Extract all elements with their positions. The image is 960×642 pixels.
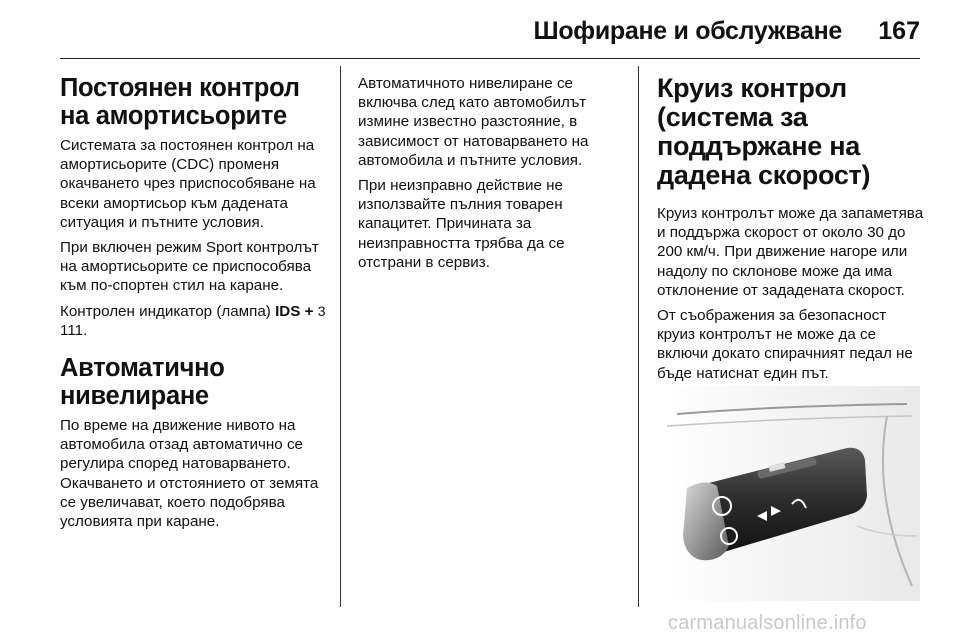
page-ref-number[interactable]: 111. — [60, 321, 88, 339]
paragraph-auto-leveling: По време на движение нивото на автомобила отзад автоматично се регулира според натоварването. Окачването и отстоянието от земята се увеличават, което подобрява условията при каране. — [60, 417, 319, 531]
page-header — [0, 0, 960, 60]
paragraph-cruise-safety: От съображения за безопасност круиз контролът не може да се включи докато спирачният педал не бъде натиснат един път. — [657, 307, 913, 382]
paragraph-cruise-speed: Круиз контролът може да запаметява и поддържа скорост от около 30 до 200 км/ч. При движение нагоре или надолу по склонове може да има отклонение от зададената скорост. — [657, 205, 924, 299]
paragraph-leveling-malfunction: При неизправно действие не използвайте пълния товарен капацитет. Причината за неизправността трябва да се отстрани в сервиз. — [358, 177, 565, 271]
running-head-title: Шофиране и обслужване — [533, 17, 842, 45]
column-3 — [657, 74, 925, 389]
section-title-damping-control: Постоянен контрол на амортисьорите — [60, 74, 300, 130]
paragraph-leveling-activation: Автоматичното нивелиране се включва след като автомобилът измине известно разстояние, в зависимост от натоварването на автомобила и пътните условия. — [358, 75, 589, 169]
column-1 — [60, 74, 328, 537]
column-divider-1 — [340, 66, 341, 607]
column-divider-2 — [638, 66, 639, 607]
paragraph-sport-mode: При включен режим Sport контролът на амортисьорите се приспособява към по-спортен стил на каране. — [60, 239, 319, 295]
header-divider — [60, 58, 920, 59]
indicator-text: Контролен индикатор (лампа) — [60, 302, 276, 320]
paragraph-indicator-ref — [60, 302, 328, 340]
section-title-cruise-control: Круиз контрол (система за поддържане на дадена скорост) — [657, 73, 871, 190]
watermark: carmanualsonline.info — [668, 612, 867, 634]
paragraph-cdc-description: Системата за постоянен контрол на амортисьорите (CDC) променя окачването чрез приспособяване на всеки амортисьор към дадената ситуация и пътните условия. — [60, 137, 316, 231]
page-ref-arrow-icon: 3 — [317, 302, 326, 319]
indicator-code: IDS + — [275, 302, 314, 320]
cruise-control-stalk-illustration — [657, 386, 920, 601]
page-number: 167 — [878, 17, 920, 45]
column-2 — [358, 74, 626, 278]
section-title-auto-leveling: Автоматично нивелиране — [60, 354, 225, 411]
